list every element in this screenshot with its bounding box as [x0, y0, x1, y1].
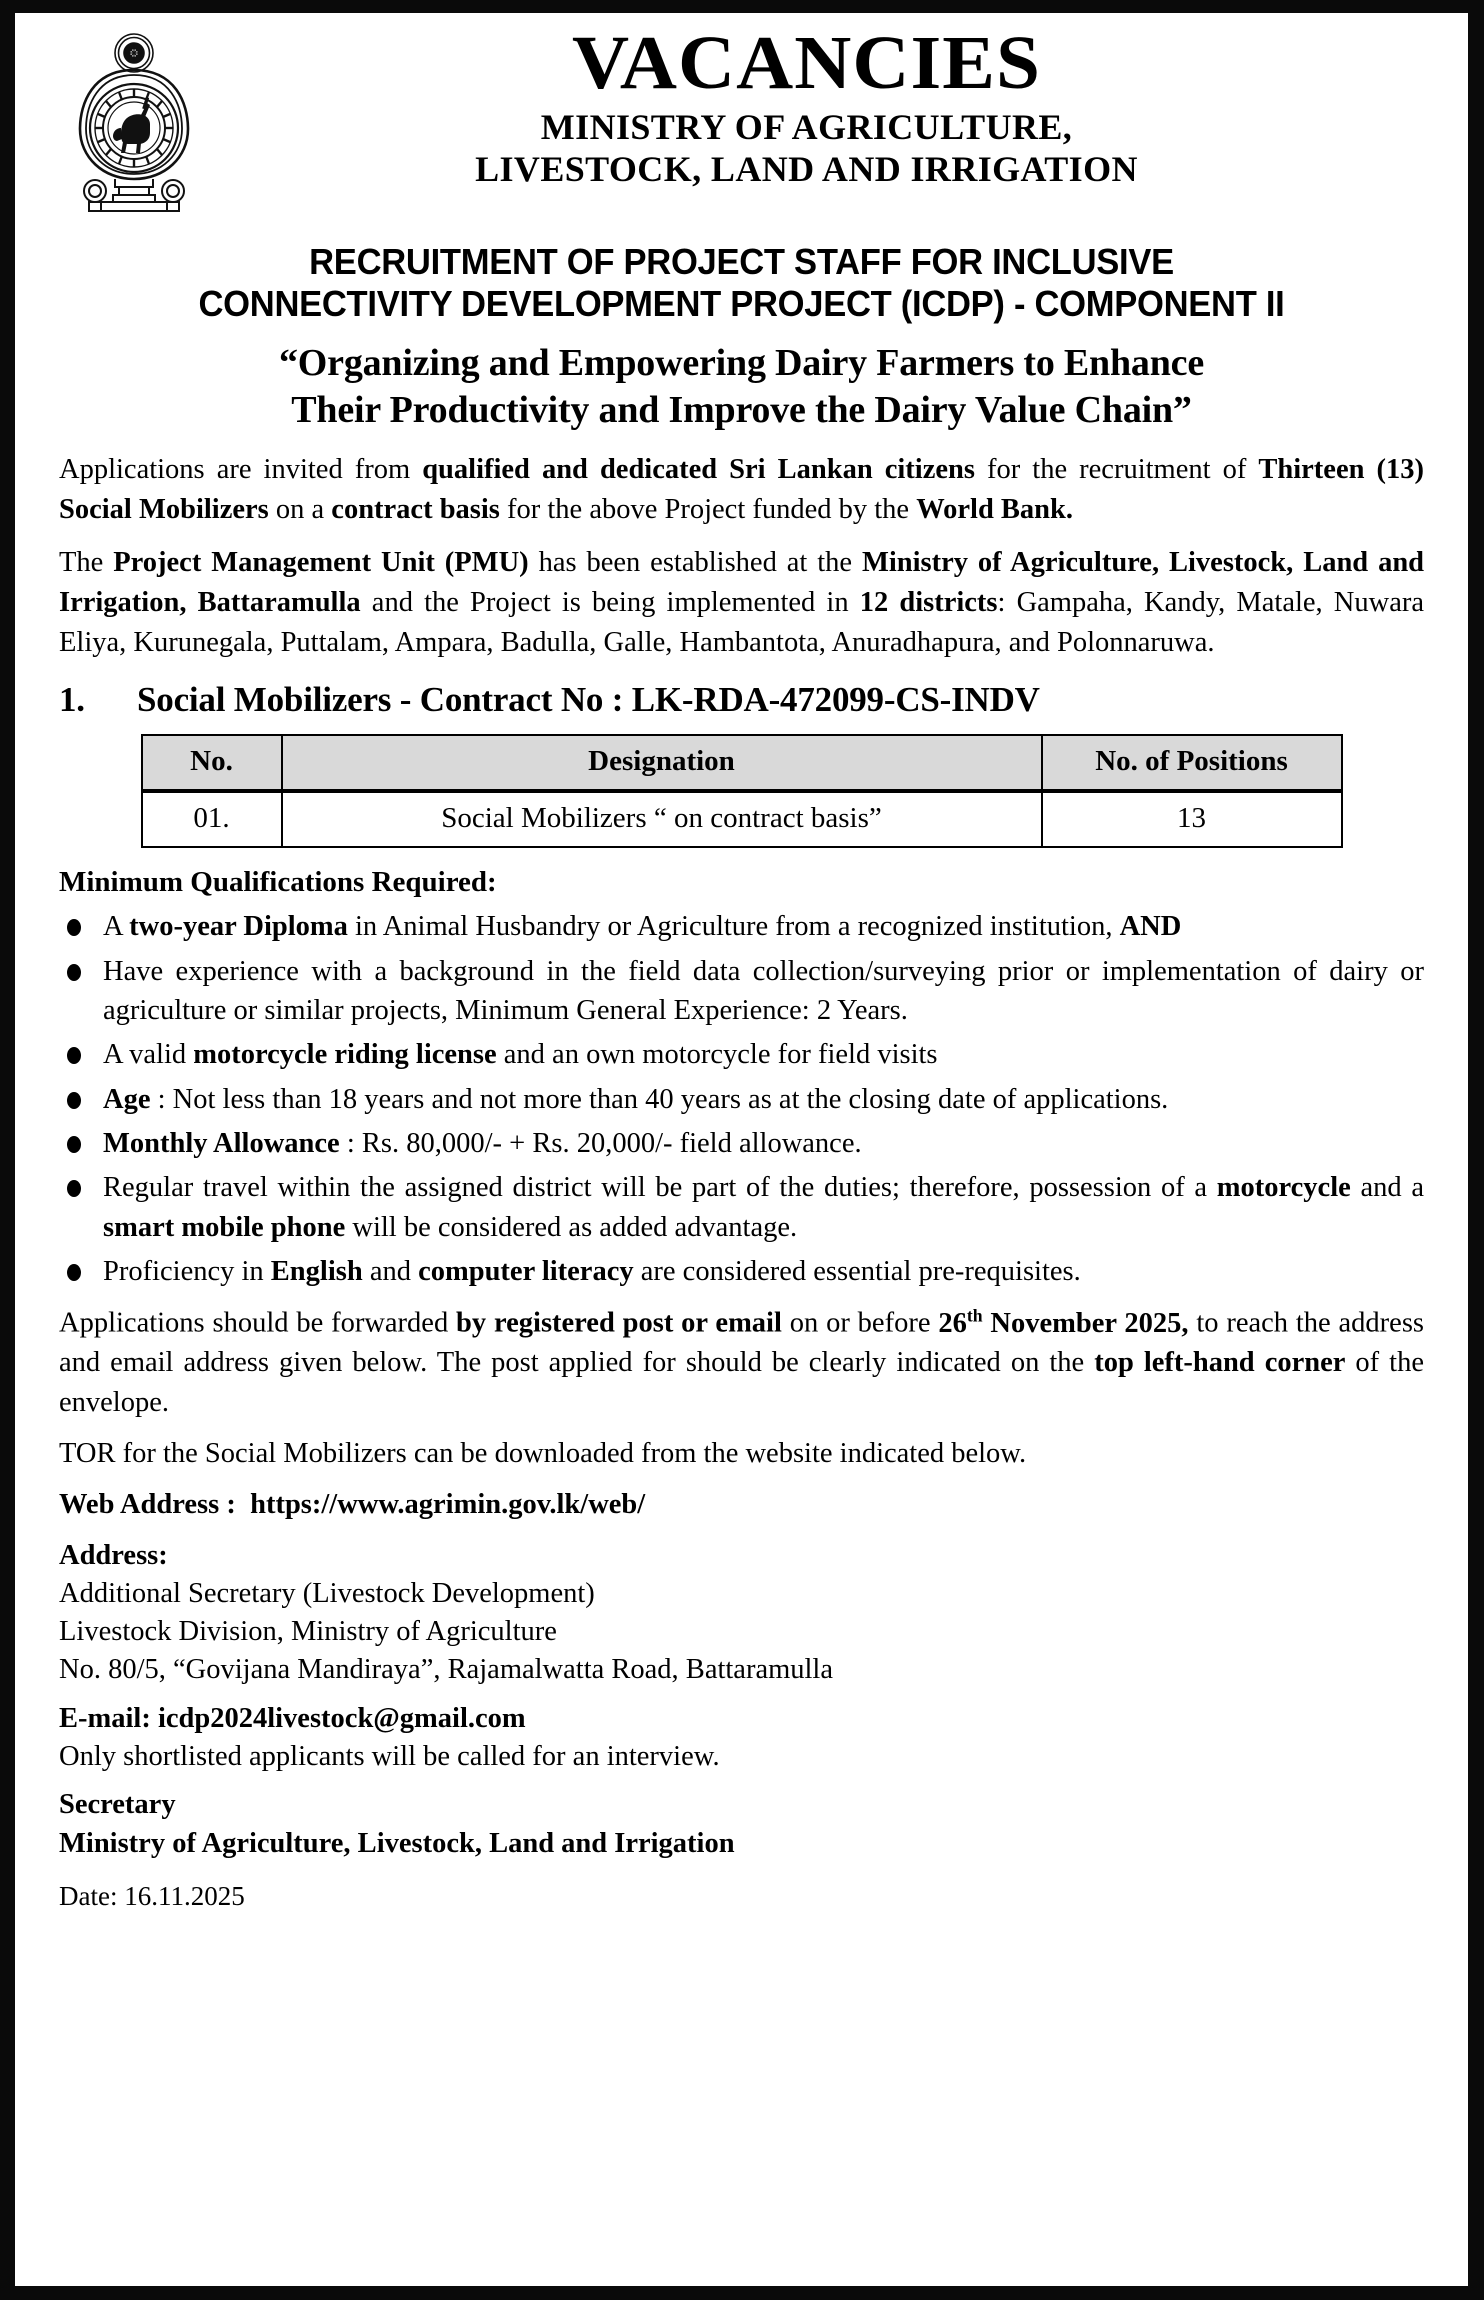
notice-page	[15, 13, 1468, 2286]
intro-p1-text-1: Applications are invited from	[59, 454, 423, 486]
email-value[interactable]: icdp2024livestock@gmail.com	[157, 1702, 526, 1734]
apply-bold-2: top left-hand corner	[1094, 1347, 1346, 1379]
qualification-item	[59, 1124, 1424, 1163]
intro-p1-text-4: for the above Project funded by the	[499, 493, 917, 525]
table-header-positions: No. of Positions	[1042, 735, 1342, 791]
header-titles	[59, 21, 1424, 190]
signature-ministry: Ministry of Agriculture, Livestock, Land and Irrigation	[59, 1827, 735, 1859]
email-line	[59, 1700, 1424, 1738]
section-heading-text: Social Mobilizers - Contract No : LK-RDA-472099-CS-INDV	[137, 680, 1040, 720]
address-line-1: Additional Secretary (Livestock Development)	[59, 1578, 595, 1610]
qualification-fragment: Regular travel within the assigned district will be part of the duties; therefore, possession of a	[103, 1172, 1217, 1204]
intro-p2-text-3: and the Project is being implemented in	[360, 586, 860, 618]
qualification-item	[59, 1168, 1424, 1247]
qualification-fragment: : Rs. 80,000/- + Rs. 20,000/- field allowance.	[339, 1127, 862, 1159]
project-slogan-line-1: “Organizing and Empowering Dairy Farmers to Enhance	[279, 341, 1204, 384]
qualification-fragment: will be considered as added advantage.	[345, 1211, 798, 1243]
qualification-fragment: : Not less than 18 years and not more than 40 years as at the closing date of applications.	[150, 1083, 1169, 1115]
apply-deadline-month-year: November 2025,	[982, 1307, 1189, 1339]
qualifications-list	[59, 907, 1424, 1291]
qualification-item	[59, 907, 1424, 946]
qualification-fragment: A valid	[103, 1039, 194, 1071]
qualification-fragment: Proficiency in	[103, 1255, 271, 1287]
qualification-fragment: Monthly Allowance	[103, 1127, 340, 1159]
apply-text-4: of the envelope.	[59, 1347, 1425, 1418]
ministry-name-line-2: LIVESTOCK, LAND AND IRRIGATION	[475, 149, 1138, 190]
intro-p2-text-4: : Gampaha, Kandy, Matale, Nuwara Eliya, Kurunegala, Puttalam, Ampara, Badulla, Galle, Hambantota, Anuradhapura, and Polonnaruwa.	[59, 586, 1425, 658]
qualification-item	[59, 1035, 1424, 1074]
qualification-item	[59, 952, 1424, 1031]
table-row	[142, 791, 1342, 847]
intro-p1-text-2: for the recruitment of	[974, 454, 1259, 486]
notice-header	[59, 21, 1424, 227]
qualification-fragment: and	[362, 1255, 419, 1287]
address-line-2: Livestock Division, Ministry of Agriculture	[59, 1616, 557, 1648]
qualification-fragment: smart mobile phone	[103, 1211, 346, 1243]
project-slogan-line-2: Their Productivity and Improve the Dairy Value Chain”	[291, 389, 1192, 432]
ministry-name-line-1: MINISTRY OF AGRICULTURE,	[540, 106, 1073, 147]
notice-date: Date: 16.11.2025	[59, 1880, 245, 1911]
section-heading	[59, 680, 1424, 720]
web-address-line	[59, 1486, 1424, 1524]
table-cell-no: 01.	[142, 791, 282, 847]
intro-p2-text-1: The	[59, 547, 114, 579]
table-header-row	[142, 735, 1342, 791]
intro-p2-bold-3: 12 districts	[859, 586, 998, 618]
intro-p1-bold-2: Thirteen (13) Social Mobilizers	[59, 454, 1424, 525]
apply-deadline-suffix: th	[966, 1305, 983, 1326]
intro-p1-bold-4: World Bank.	[916, 493, 1074, 525]
intro-p1-bold-3: contract basis	[331, 493, 500, 525]
application-instructions	[59, 1303, 1424, 1422]
intro-p2-text-2: has been established at the	[528, 547, 862, 579]
section-index: 1.	[59, 680, 85, 720]
recruitment-headline	[59, 241, 1424, 326]
apply-bold-1: by registered post or email	[456, 1307, 782, 1339]
positions-table	[141, 734, 1343, 848]
apply-deadline	[938, 1305, 1189, 1339]
project-slogan	[59, 340, 1424, 434]
qualification-fragment: motorcycle riding license	[193, 1039, 497, 1071]
qualification-fragment: computer literacy	[418, 1255, 634, 1287]
email-label: E-mail:	[59, 1702, 151, 1734]
table-header-designation: Designation	[282, 735, 1042, 791]
apply-text-1: Applications should be forwarded	[59, 1307, 457, 1339]
qualification-fragment: AND	[1119, 911, 1182, 943]
intro-paragraph-1	[59, 450, 1424, 529]
table-cell-positions: 13	[1042, 791, 1342, 847]
table-cell-designation: Social Mobilizers “ on contract basis”	[282, 791, 1042, 847]
intro-p2-bold-2: Ministry of Agriculture, Livestock, Land and Irrigation, Battaramulla	[59, 547, 1425, 618]
recruitment-headline-line-1: RECRUITMENT OF PROJECT STAFF FOR INCLUSIVE	[309, 241, 1174, 282]
intro-p1-text-3: on a	[268, 493, 332, 525]
page-title: VACANCIES	[571, 21, 1042, 105]
qualification-fragment: are considered essential pre-requisites.	[633, 1255, 1081, 1287]
intro-paragraph-2	[59, 543, 1424, 662]
qualification-fragment: Have experience with a background in the field data collection/surveying prior or implementation of dairy or agriculture or similar projects, Minimum General Experience: 2 Years.	[103, 955, 1424, 1026]
address-line-3: No. 80/5, “Govijana Mandiraya”, Rajamalwatta Road, Battaramulla	[59, 1654, 833, 1686]
qualification-fragment: and an own motorcycle for field visits	[496, 1039, 938, 1071]
qualifications-title: Minimum Qualifications Required:	[59, 866, 497, 899]
tor-note: TOR for the Social Mobilizers can be downloaded from the website indicated below.	[59, 1438, 1027, 1470]
web-address-label: Web Address :	[59, 1489, 236, 1521]
web-address-url[interactable]: https://www.agrimin.gov.lk/web/	[250, 1489, 646, 1521]
intro-p2-bold-1: Project Management Unit (PMU)	[113, 547, 529, 579]
qualification-fragment: two-year Diploma	[129, 911, 348, 943]
qualification-fragment: and a	[1350, 1172, 1424, 1204]
apply-deadline-day: 26	[938, 1307, 967, 1339]
apply-text-3: to reach the address and email address given below. The post applied for should be clearly indicated on the	[59, 1307, 1425, 1379]
address-label: Address:	[59, 1539, 168, 1571]
qualification-item	[59, 1080, 1424, 1119]
qualification-fragment: motorcycle	[1216, 1172, 1351, 1204]
qualification-fragment: in Animal Husbandry or Agriculture from a recognized institution,	[347, 911, 1120, 943]
intro-p1-bold-1: qualified and dedicated Sri Lankan citizens	[422, 454, 975, 486]
shortlist-note: Only shortlisted applicants will be called for an interview.	[59, 1741, 720, 1773]
table-header-no: No.	[142, 735, 282, 791]
recruitment-headline-line-2: CONNECTIVITY DEVELOPMENT PROJECT (ICDP) - COMPONENT II	[198, 283, 1285, 325]
qualification-item	[59, 1252, 1424, 1291]
qualification-fragment: English	[270, 1255, 363, 1287]
qualification-fragment: Age	[103, 1083, 151, 1115]
apply-text-2: on or before	[781, 1307, 939, 1339]
qualification-fragment: A	[103, 911, 130, 943]
signature-title: Secretary	[59, 1789, 176, 1821]
